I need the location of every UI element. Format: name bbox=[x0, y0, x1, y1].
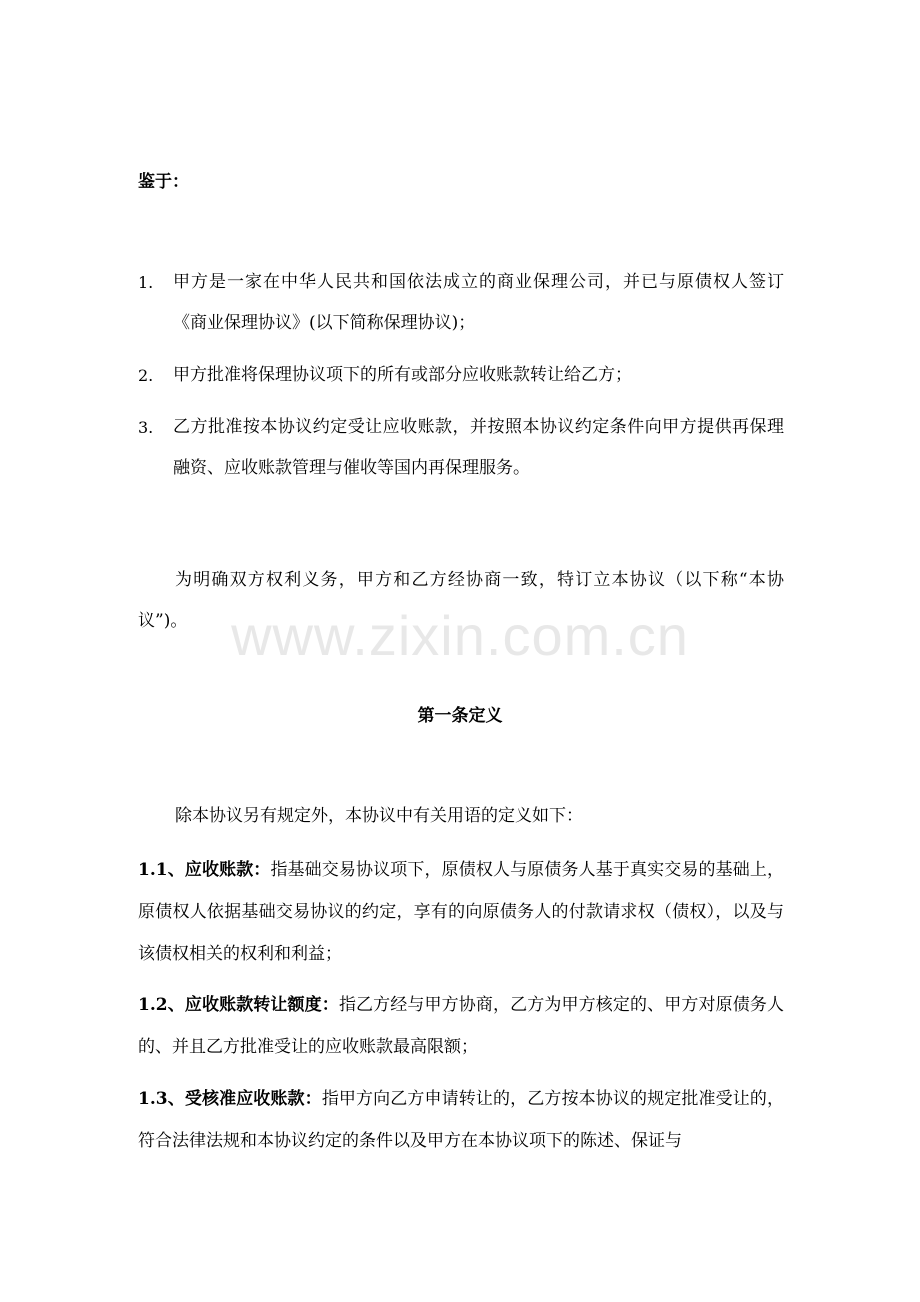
watermark: www.zixin.com.cn bbox=[231, 604, 689, 667]
definition-text: 指乙方经与甲方协商，乙方为甲方核定的、甲方对原债务人的、并且乙方批准受让的应收账款最高限额； bbox=[138, 995, 785, 1057]
definition-text: 指基础交易协议项下，原债权人与原债务人基于真实交易的基础上，原债权人依据基础交易协议的约定，享有的向原债务人的付款请求权（债权），以及与该债权相关的权利和利益； bbox=[138, 860, 784, 964]
list-number: 2. bbox=[138, 366, 154, 385]
definition-term: 1.1、应收账款： bbox=[138, 860, 271, 880]
definition-term: 1.2、应收账款转让额度： bbox=[138, 995, 339, 1015]
definition-item bbox=[138, 984, 784, 1068]
list-text: 乙方批准按本协议约定受让应收账款，并按照本协议约定条件向甲方提供再保理融资、应收账款管理与催收等国内再保理服务。 bbox=[173, 417, 784, 478]
whereas-item bbox=[138, 355, 784, 396]
definitions-intro: 除本协议另有规定外，本协议中有关用语的定义如下： bbox=[175, 806, 583, 826]
list-number: 1. bbox=[138, 273, 154, 292]
definition-term: 1.3、受核准应收账款： bbox=[138, 1089, 322, 1109]
whereas-item bbox=[138, 262, 784, 344]
list-text: 甲方批准将保理协议项下的所有或部分应收账款转让给乙方； bbox=[173, 365, 632, 385]
article-title: 第一条定义 bbox=[417, 706, 503, 726]
list-text: 甲方是一家在中华人民共和国依法成立的商业保理公司，并已与原债权人签订《商业保理协议》(以下简称保理协议)； bbox=[173, 272, 784, 333]
definition-item bbox=[138, 1078, 784, 1162]
list-number: 3. bbox=[138, 418, 154, 437]
whereas-heading: 鉴于： bbox=[138, 172, 189, 192]
intent-paragraph: 为明确双方权利义务，甲方和乙方经协商一致，特订立本协议（以下称“本协议”)。 bbox=[138, 570, 784, 631]
definition-text: 指甲方向乙方申请转让的，乙方按本协议的规定批准受让的，符合法律法规和本协议约定的条件以及甲方在本协议项下的陈述、保证与 bbox=[138, 1089, 785, 1151]
whereas-item bbox=[138, 407, 784, 489]
definition-item bbox=[138, 849, 784, 975]
